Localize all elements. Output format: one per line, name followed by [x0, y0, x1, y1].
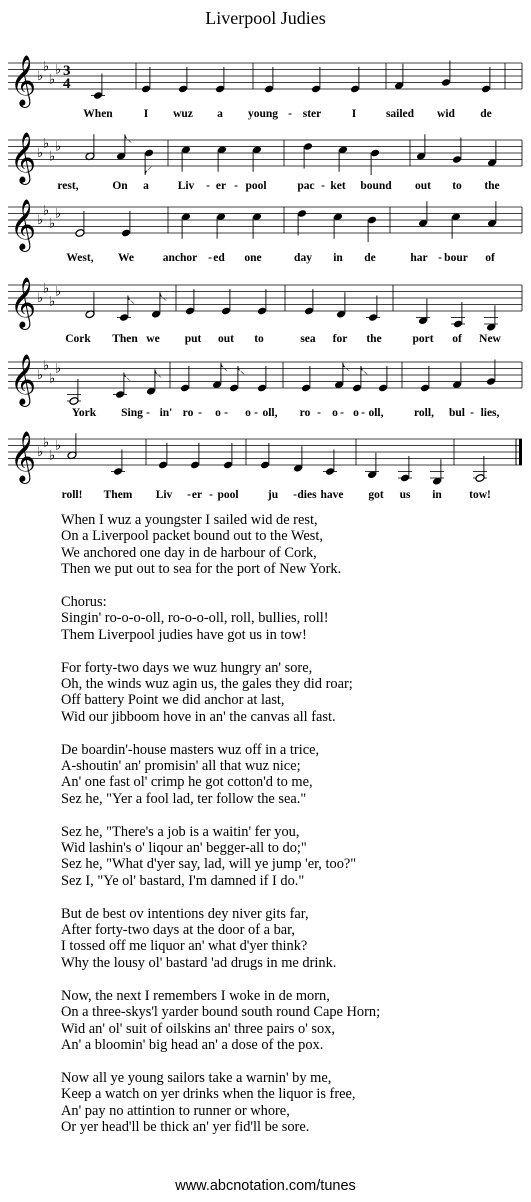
flat-icon: ♭: [49, 149, 56, 165]
note: [293, 446, 303, 472]
flat-icon: ♭: [49, 448, 56, 464]
verse-line: Sez he, "There's a job is a waitin' fer you,: [61, 823, 300, 840]
flat-icon: ♭: [49, 371, 56, 387]
lyric-word: ro: [182, 407, 194, 419]
verse-line: An' a bloomin' big head an' a dose of the pox.: [61, 1036, 324, 1053]
lyric-hyphen: -: [234, 180, 238, 192]
note: [484, 305, 498, 331]
flag: [361, 366, 368, 375]
note: [452, 363, 462, 389]
lyric-hyphen: -: [254, 407, 258, 419]
lyric-word: oll,: [368, 407, 384, 419]
flat-icon: ♭: [37, 69, 44, 84]
verse-line: When I wuz a youngster I sailed wid de rest,: [61, 512, 318, 528]
lyric-word: er: [191, 489, 203, 501]
staff-system-1: [8, 55, 522, 120]
flat-icon: ♭: [37, 146, 44, 161]
stanza: [61, 906, 380, 972]
note: [416, 134, 426, 160]
treble-clef-icon: 𝄞: [10, 132, 37, 183]
verse-line: Off battery Point we did anchor at last,: [61, 692, 285, 709]
staff-system-6: [8, 431, 522, 501]
flag: [124, 373, 131, 382]
note: [146, 369, 162, 395]
note: [336, 292, 346, 318]
lyric-word: ed: [213, 252, 225, 264]
note: [185, 289, 195, 315]
lyric-word: we: [146, 333, 160, 345]
flag: [128, 296, 135, 305]
lyric-word: of: [485, 252, 495, 264]
lyric-word: I: [351, 108, 357, 120]
lyric-word: ket: [330, 180, 346, 192]
flat-icon: ♭: [37, 368, 44, 383]
lyric-word: in: [333, 252, 343, 264]
lyric-word: port: [412, 333, 434, 345]
lyric-word: o: [353, 407, 359, 419]
lyric-hyphen: -: [224, 407, 228, 419]
note: [212, 363, 228, 389]
verse-line: Or yer head'll be thick an' yer fid'll be sore.: [61, 1118, 310, 1135]
lyric-word: pool: [217, 489, 239, 501]
flat-icon: ♭: [43, 59, 50, 75]
note: [190, 443, 200, 469]
lyric-word: York: [71, 407, 97, 419]
lyric-hyphen: -: [146, 407, 150, 419]
lyric-word: one: [244, 252, 262, 264]
note: [117, 296, 135, 322]
lyric-word: West,: [66, 252, 94, 264]
note: [333, 212, 343, 238]
verse-line: Oh, the winds wuz agin us, the gales they did roar;: [61, 676, 353, 693]
lyric-word: I: [143, 108, 149, 120]
note: [180, 366, 190, 392]
lyric-word: ster: [302, 108, 322, 120]
verse-line: De boardin'-house masters wuz off in a trice,: [61, 741, 320, 758]
stanza: [61, 742, 380, 808]
lyric-word: o: [332, 407, 338, 419]
flat-icon: ♭: [43, 435, 50, 451]
lyric-hyphen: -: [209, 489, 213, 501]
verse-line: An' one fast ol' crimp he got cotton'd to me,: [61, 774, 313, 791]
verse-line: Them Liverpool judies have got us in tow!: [61, 626, 307, 643]
note: [430, 459, 444, 485]
lyric-word: New: [479, 333, 501, 345]
verse-line: For forty-two days we wuz hungry an' sore,: [61, 659, 313, 676]
stanza: [61, 512, 380, 578]
lyric-word: us: [399, 489, 411, 501]
lyric-word: bul: [449, 407, 465, 419]
staff-system-3: [8, 199, 522, 264]
flag: [221, 363, 228, 372]
note: [121, 211, 131, 237]
lyric-word: oll,: [262, 407, 278, 419]
note: [487, 141, 497, 167]
lyric-word: wuz: [173, 108, 193, 120]
lyric-word: of: [452, 333, 462, 345]
lyric-word: wid: [437, 108, 455, 120]
lyric-word: in: [432, 489, 442, 501]
lyric-hyphen: -: [317, 407, 321, 419]
footer-url[interactable]: www.abcnotation.com/tunes: [175, 1178, 356, 1194]
note: [367, 216, 377, 242]
note: [451, 212, 461, 238]
note: [158, 443, 168, 469]
lyric-word: pool: [245, 180, 267, 192]
note: [257, 366, 267, 392]
note: [418, 201, 428, 227]
verse-line: Wid an' ol' suit of oilskins an' three pairs o' sox,: [61, 1020, 335, 1037]
note: [223, 443, 233, 469]
flat-icon: ♭: [43, 281, 50, 297]
lyric-word: Liv: [155, 489, 173, 501]
lyric-word: On: [112, 180, 128, 192]
lyric-hyphen: -: [288, 108, 292, 120]
lyric-word: When: [83, 108, 113, 120]
note: [297, 209, 307, 235]
flat-icon: ♭: [55, 139, 62, 155]
verse-line: Why the lousy ol' bastard 'ad drugs in me drink.: [61, 954, 337, 971]
lyric-word: got: [368, 489, 384, 501]
note: [215, 67, 225, 93]
lyric-hyphen: -: [470, 407, 474, 419]
lyric-hyphen: -: [198, 407, 202, 419]
stanza: [61, 1070, 380, 1136]
lyric-word: for: [332, 333, 348, 345]
stanza: [61, 988, 380, 1054]
staff-system-2: [8, 132, 522, 192]
note: [264, 67, 274, 93]
lyric-word: put: [184, 333, 202, 345]
note: [311, 67, 321, 93]
lyric-word: bound: [360, 180, 392, 192]
note: [144, 149, 154, 175]
flat-icon: ♭: [43, 358, 50, 374]
lyric-word: Liv: [177, 180, 195, 192]
flat-icon: ♭: [37, 445, 44, 460]
sheet-music: [0, 0, 531, 512]
flat-icon: ♭: [55, 284, 62, 300]
verse-line: On a Liverpool packet bound out to the West,: [61, 528, 323, 545]
lyric-word: out: [415, 180, 431, 192]
treble-clef-icon: 𝄞: [10, 277, 37, 328]
stanza: [61, 660, 380, 726]
flat-icon: ♭: [55, 361, 62, 377]
lyric-word: o: [215, 407, 221, 419]
note: [301, 366, 311, 392]
note: [216, 212, 226, 238]
note: [67, 433, 77, 459]
lyric-word: sea: [300, 333, 316, 345]
note: [350, 67, 360, 93]
note: [151, 292, 167, 318]
flat-icon: ♭: [49, 216, 56, 232]
flat-icon: ♭: [37, 291, 44, 306]
lyric-word: dies: [297, 489, 317, 501]
note: [85, 134, 95, 160]
verse-line: Now all ye young sailors take a warnin' by me,: [61, 1069, 332, 1086]
note: [141, 67, 151, 93]
verse-line: I tossed off me liquor an' what d'yer think?: [61, 938, 308, 955]
note: [486, 360, 496, 386]
flat-icon: ♭: [49, 72, 56, 88]
note: [113, 373, 131, 399]
lyric-hyphen: -: [340, 407, 344, 419]
flag: [160, 292, 167, 301]
note: [75, 211, 85, 237]
flat-icon: ♭: [55, 438, 62, 454]
lyric-word: sailed: [385, 108, 415, 120]
verse-line: Then we put out to sea for the port of New York.: [61, 561, 342, 578]
note: [257, 289, 267, 315]
lyric-hyphen: -: [361, 407, 365, 419]
lyric-word: roll,: [414, 407, 434, 419]
verse-line: An' pay no attintion to runner or whore,: [61, 1102, 290, 1119]
verse-line: Chorus:: [61, 594, 107, 611]
flat-icon: ♭: [49, 294, 56, 310]
note: [481, 67, 491, 93]
note: [441, 61, 451, 87]
lyric-word: tow!: [469, 489, 491, 501]
verse-line: A-shoutin' an' promisin' all that wuz nice;: [61, 758, 301, 775]
lyric-word: anchor: [162, 252, 198, 264]
verse-line: But de best ov intentions dey niver gits far,: [61, 905, 309, 922]
note: [370, 149, 380, 175]
verse-line: Wid our jibboom hove in an' the canvas all fast.: [61, 708, 336, 725]
note: [416, 299, 430, 325]
note: [67, 379, 81, 405]
note: [323, 450, 337, 476]
flat-icon: ♭: [55, 62, 62, 78]
verse-line: Sez he, "What d'yer say, lad, will ye jump 'er, too?": [61, 856, 357, 873]
note: [487, 201, 497, 227]
lyric-word: in': [159, 407, 173, 419]
note: [252, 212, 262, 238]
lyric-word: Sing: [121, 407, 143, 419]
verse-line: Now, the next I remembers I woke in de morn,: [61, 987, 330, 1004]
flag: [155, 369, 162, 378]
lyric-word: to: [254, 333, 264, 345]
lyric-hyphen: -: [206, 180, 210, 192]
note: [334, 363, 350, 389]
flag: [125, 134, 132, 143]
flat-icon: ♭: [43, 203, 50, 219]
verse-line: After forty-two days at the door of a bar,: [61, 922, 295, 939]
note: [217, 145, 227, 171]
lyric-hyphen: -: [208, 252, 212, 264]
flat-icon: ♭: [37, 213, 44, 228]
final-barline: [519, 439, 522, 465]
note: [338, 145, 348, 171]
verse-line: Wid lashin's o' liqour an' begger-all to do;": [61, 840, 307, 857]
verse-line: Keep a watch on yer drinks when the liquor is free,: [61, 1086, 356, 1103]
lyric-word: roll!: [61, 489, 83, 501]
verse-line: Singin' ro-o-o-oll, ro-o-o-oll, roll, bullies, roll!: [61, 610, 329, 627]
lyric-word: de: [480, 108, 492, 120]
treble-clef-icon: 𝄞: [10, 55, 37, 106]
lyric-word: pac: [297, 180, 315, 192]
lyric-word: bour: [444, 252, 468, 264]
lyric-word: ro: [299, 407, 311, 419]
flat-icon: ♭: [43, 136, 50, 152]
note: [303, 142, 313, 168]
time-signature-bottom: 4: [63, 76, 71, 92]
note: [378, 366, 388, 392]
note: [451, 302, 465, 328]
lyric-word: day: [294, 252, 312, 264]
stanza: [61, 594, 380, 643]
note: [420, 366, 430, 392]
flag: [343, 363, 350, 372]
note: [366, 296, 380, 322]
lyric-hyphen: -: [187, 489, 191, 501]
note: [394, 64, 404, 90]
staff-system-5: [8, 354, 522, 419]
lyric-word: a: [143, 180, 149, 192]
time-signature-top: 3: [63, 63, 71, 79]
verse-line: Sez I, "Ye ol' bastard, I'm damned if I do.": [61, 872, 305, 889]
verse-line: We anchored one day in de harbour of Cork,: [61, 544, 317, 561]
note: [85, 292, 95, 318]
flag: [145, 166, 152, 175]
lyric-word: have: [320, 489, 344, 501]
note: [398, 456, 412, 482]
staff-system-4: [8, 277, 522, 345]
lyric-word: har: [410, 252, 428, 264]
treble-clef-icon: 𝄞: [10, 354, 37, 405]
tune-title: Liverpool Judies: [205, 8, 326, 28]
verse-line: Sez he, "Yer a fool lad, ter follow the sea.": [61, 790, 307, 807]
lyric-word: Them: [103, 489, 133, 501]
lyric-word: er: [215, 180, 227, 192]
lyrics-verses: [61, 512, 380, 1152]
lyric-hyphen: -: [293, 489, 297, 501]
note: [181, 145, 191, 171]
lyric-word: o: [245, 407, 251, 419]
lyric-word: Then: [112, 333, 138, 345]
note: [365, 453, 379, 479]
lyric-word: ju: [267, 489, 279, 501]
note: [111, 450, 125, 476]
lyric-hyphen: -: [321, 180, 325, 192]
note: [116, 134, 132, 160]
note: [221, 289, 231, 315]
treble-clef-icon: 𝄞: [10, 199, 37, 250]
note: [260, 443, 270, 469]
lyric-word: de: [364, 252, 376, 264]
treble-clef-icon: 𝄞: [10, 431, 37, 482]
flag: [238, 366, 245, 375]
lyric-word: We: [118, 252, 134, 264]
stanza: [61, 824, 380, 890]
lyric-word: rest,: [57, 180, 79, 192]
note: [178, 67, 188, 93]
note: [181, 212, 191, 238]
lyric-word: a: [217, 108, 223, 120]
lyric-word: the: [366, 333, 382, 345]
lyric-word: the: [484, 180, 500, 192]
note: [252, 145, 262, 171]
lyric-word: out: [218, 333, 234, 345]
note: [91, 74, 105, 100]
lyric-word: young: [247, 108, 279, 120]
lyric-word: to: [452, 180, 462, 192]
note: [304, 289, 314, 315]
lyric-hyphen: -: [438, 252, 442, 264]
lyric-word: Cork: [65, 333, 91, 345]
note: [452, 138, 462, 164]
note: [473, 456, 487, 482]
verse-line: On a three-skys'l yarder bound south round Cape Horn;: [61, 1004, 381, 1021]
lyric-word: lies,: [480, 407, 500, 419]
flat-icon: ♭: [55, 206, 62, 222]
